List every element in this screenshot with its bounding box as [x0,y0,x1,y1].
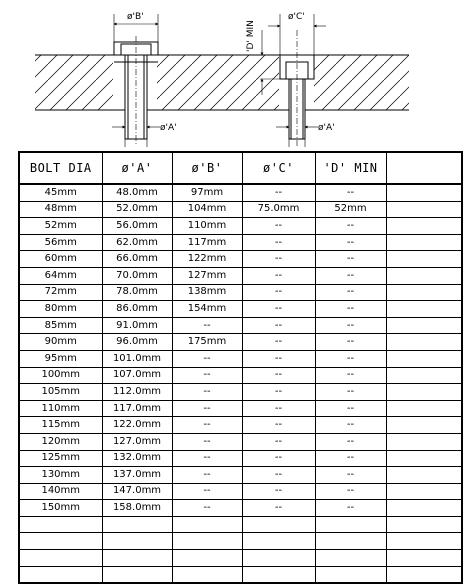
cell-dia-a: 101.0mm [102,350,172,367]
cell-dia-a [102,550,172,567]
cell-dia-c: -- [242,184,315,201]
cell-bolt-dia: 72mm [19,284,102,301]
cell-d-min: -- [315,317,386,334]
cell-bolt-dia: 150mm [19,500,102,517]
bolt-hole-drawing [0,0,474,148]
table-row [19,317,462,334]
table-row [19,384,462,401]
cell-blank [386,467,462,484]
cell-bolt-dia [19,550,102,567]
cell-bolt-dia: 110mm [19,400,102,417]
cell-dia-a: 78.0mm [102,284,172,301]
cell-dia-c: -- [242,450,315,467]
cell-bolt-dia: 140mm [19,483,102,500]
cell-blank [386,234,462,251]
cell-d-min: -- [315,234,386,251]
cell-d-min: -- [315,284,386,301]
cell-blank [386,267,462,284]
cell-dia-c: -- [242,234,315,251]
cell-dia-b: -- [172,317,242,334]
cell-dia-b: -- [172,367,242,384]
cell-dia-c: 75.0mm [242,201,315,218]
cell-bolt-dia: 56mm [19,234,102,251]
cell-bolt-dia: 60mm [19,251,102,268]
cell-bolt-dia: 120mm [19,433,102,450]
cell-dia-b [172,516,242,533]
cell-dia-b: 122mm [172,251,242,268]
cell-blank [386,433,462,450]
cell-dia-a: 96.0mm [102,334,172,351]
cell-dia-a: 132.0mm [102,450,172,467]
table-row [19,516,462,533]
cell-dia-b: -- [172,417,242,434]
cell-bolt-dia: 90mm [19,334,102,351]
table-row [19,367,462,384]
cell-d-min: -- [315,467,386,484]
cell-dia-b: -- [172,400,242,417]
cell-dia-b: 154mm [172,301,242,318]
cell-bolt-dia: 125mm [19,450,102,467]
cell-dia-c: -- [242,500,315,517]
cell-blank [386,550,462,567]
cell-d-min: -- [315,301,386,318]
cell-blank [386,317,462,334]
cell-bolt-dia: 45mm [19,184,102,201]
cell-dia-b: 110mm [172,218,242,235]
table-row [19,251,462,268]
cell-d-min [315,533,386,550]
cell-d-min: -- [315,184,386,201]
cell-bolt-dia: 115mm [19,417,102,434]
cell-dia-b: -- [172,350,242,367]
cell-dia-b: -- [172,500,242,517]
cell-dia-c: -- [242,267,315,284]
table-row [19,400,462,417]
cell-d-min: -- [315,267,386,284]
cell-dia-c [242,516,315,533]
table-row [19,533,462,550]
table-header-row [19,152,462,184]
table-row [19,201,462,218]
cell-dia-a: 62.0mm [102,234,172,251]
cell-blank [386,417,462,434]
cell-dia-b: 175mm [172,334,242,351]
cell-bolt-dia: 52mm [19,218,102,235]
cell-d-min: -- [315,433,386,450]
cell-dia-a: 70.0mm [102,267,172,284]
cell-blank [386,334,462,351]
cell-dia-b: -- [172,433,242,450]
cell-dia-a: 66.0mm [102,251,172,268]
cell-bolt-dia: 80mm [19,301,102,318]
cell-bolt-dia: 105mm [19,384,102,401]
cell-dia-c: -- [242,417,315,434]
cell-bolt-dia: 64mm [19,267,102,284]
cell-dia-a: 86.0mm [102,301,172,318]
col-header-blank [386,152,462,184]
cell-dia-b [172,533,242,550]
cell-dia-a: 117.0mm [102,400,172,417]
cell-dia-b: 127mm [172,267,242,284]
cell-d-min: -- [315,350,386,367]
cell-bolt-dia: 95mm [19,350,102,367]
cell-dia-b: 104mm [172,201,242,218]
col-header-dia-c: ø'C' [242,152,315,184]
cell-dia-c: -- [242,384,315,401]
cell-d-min: -- [315,500,386,517]
cell-dia-a: 122.0mm [102,417,172,434]
cell-blank [386,184,462,201]
cell-d-min: -- [315,218,386,235]
cell-dia-c: -- [242,301,315,318]
cell-dia-a: 52.0mm [102,201,172,218]
table-row [19,184,462,201]
cell-bolt-dia: 130mm [19,467,102,484]
cell-d-min: -- [315,417,386,434]
cell-dia-c [242,550,315,567]
table-body [19,184,462,583]
cell-d-min: -- [315,384,386,401]
cell-d-min: -- [315,367,386,384]
dia-a-label-left: ø'A' [160,123,177,133]
cell-dia-a [102,516,172,533]
table-row [19,301,462,318]
table-row [19,467,462,484]
cell-blank [386,450,462,467]
dia-b-label: ø'B' [127,12,144,22]
col-header-dia-b: ø'B' [172,152,242,184]
cell-blank [386,533,462,550]
cell-dia-a: 127.0mm [102,433,172,450]
plate-section [35,55,409,110]
table-row [19,483,462,500]
cell-d-min: -- [315,400,386,417]
cell-dia-a: 147.0mm [102,483,172,500]
cell-dia-b: -- [172,384,242,401]
cell-dia-c [242,533,315,550]
cell-bolt-dia: 85mm [19,317,102,334]
cell-d-min: -- [315,483,386,500]
cell-blank [386,284,462,301]
cell-dia-c: -- [242,350,315,367]
col-header-bolt-dia: BOLT DIA [19,152,102,184]
cell-dia-b: -- [172,450,242,467]
table-row [19,267,462,284]
table-row [19,500,462,517]
cell-dia-c: -- [242,433,315,450]
cell-dia-a: 48.0mm [102,184,172,201]
cell-dia-a: 158.0mm [102,500,172,517]
cell-blank [386,500,462,517]
dia-a-label-right: ø'A' [318,123,335,133]
table-row [19,218,462,235]
cell-dia-c: -- [242,284,315,301]
cell-dia-c: -- [242,218,315,235]
table-row [19,550,462,567]
cell-blank [386,218,462,235]
cell-dia-a: 107.0mm [102,367,172,384]
cell-dia-c: -- [242,400,315,417]
cell-d-min: -- [315,334,386,351]
cell-dia-b: 97mm [172,184,242,201]
cell-blank [386,384,462,401]
table-row [19,334,462,351]
cell-dia-c: -- [242,367,315,384]
cell-d-min: 52mm [315,201,386,218]
cell-dia-c: -- [242,251,315,268]
col-header-dia-a: ø'A' [102,152,172,184]
col-header-d-min: 'D' MIN [315,152,386,184]
table-row [19,433,462,450]
cell-dia-a: 91.0mm [102,317,172,334]
table-row [19,284,462,301]
cell-bolt-dia: 100mm [19,367,102,384]
cell-blank [386,400,462,417]
cell-bolt-dia [19,516,102,533]
cell-bolt-dia: 48mm [19,201,102,218]
cell-dia-c: -- [242,334,315,351]
dia-c-label: ø'C' [288,12,305,22]
cell-dia-c: -- [242,317,315,334]
cell-d-min [315,516,386,533]
cell-bolt-dia [19,533,102,550]
cell-blank [386,483,462,500]
cell-dia-a: 137.0mm [102,467,172,484]
table-row [19,417,462,434]
cell-dia-b [172,550,242,567]
cell-d-min: -- [315,251,386,268]
d-min-label: 'D' MIN [246,20,256,52]
cell-blank [386,201,462,218]
table-row [19,234,462,251]
cell-dia-b: -- [172,467,242,484]
cell-d-min: -- [315,450,386,467]
cell-blank [386,516,462,533]
cell-blank [386,301,462,318]
cell-blank [386,367,462,384]
cell-blank [386,251,462,268]
cell-dia-a: 56.0mm [102,218,172,235]
cell-dia-b: -- [172,483,242,500]
cell-dia-b: 138mm [172,284,242,301]
bolt-dimension-table [18,151,463,584]
cell-blank [386,350,462,367]
table-row [19,450,462,467]
table-row [19,350,462,367]
cell-dia-b: 117mm [172,234,242,251]
cell-dia-a: 112.0mm [102,384,172,401]
cell-d-min [315,550,386,567]
cell-dia-a [102,533,172,550]
cell-dia-c: -- [242,483,315,500]
cell-dia-c: -- [242,467,315,484]
